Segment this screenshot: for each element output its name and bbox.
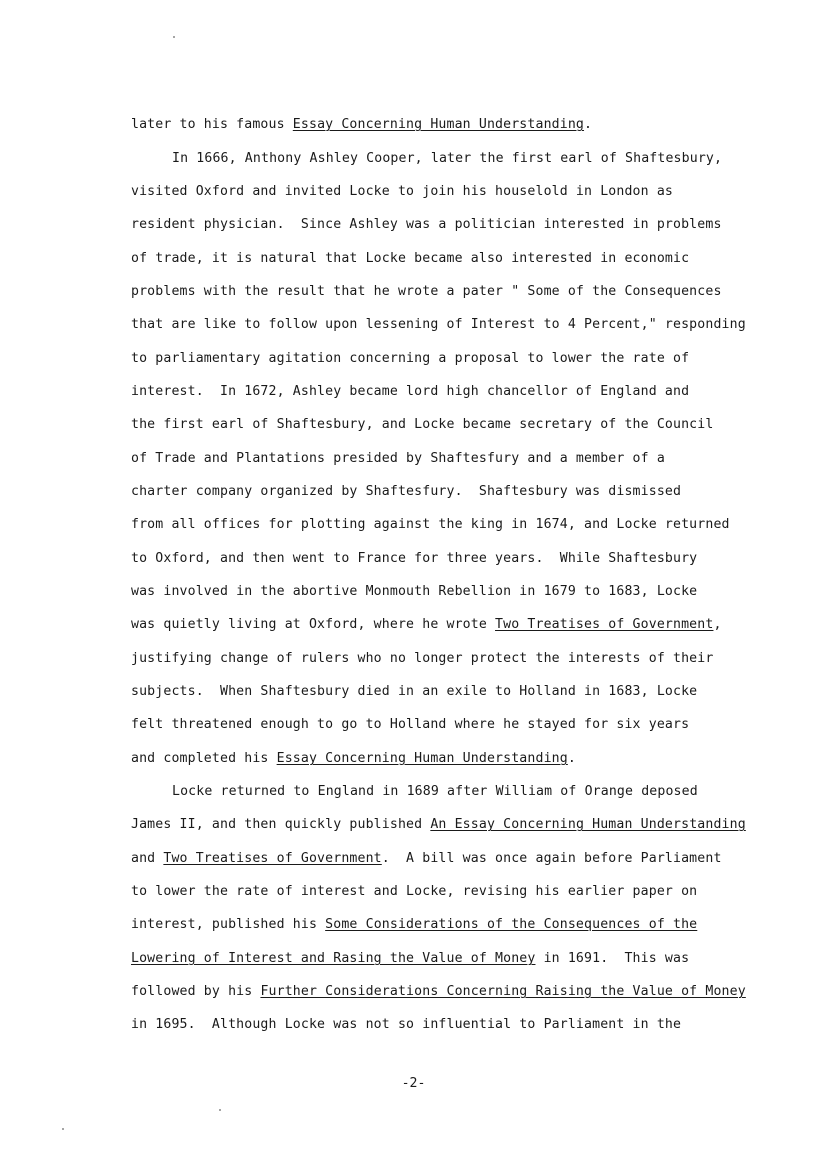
scan-speck: [62, 1128, 64, 1130]
text-line: [131, 116, 592, 134]
text-run: .: [584, 117, 593, 132]
text-run: was quietly living at Oxford, where he wrote: [131, 617, 496, 632]
text-line: [131, 583, 697, 601]
text-run: In 1666, Anthony Ashley Cooper, later the first earl of Shaftesbury,: [172, 151, 723, 166]
text-line: [131, 250, 689, 268]
text-run: to parliamentary agitation concerning a proposal to lower the rate of: [131, 351, 690, 366]
text-run: problems with the result that he wrote a pater " Some of the Consequences: [131, 284, 722, 299]
underlined-title: Essay Concerning Human Understanding: [292, 117, 585, 132]
text-line: [131, 216, 722, 234]
text-line: [172, 150, 722, 168]
underlined-title: Further Considerations Concerning Raising the Value of Money: [260, 984, 746, 999]
text-line: [131, 716, 689, 734]
scan-speck: [173, 36, 175, 38]
text-run: in 1695. Although Locke was not so influential to Parliament in the: [131, 1017, 682, 1032]
text-run: was involved in the abortive Monmouth Rebellion in 1679 to 1683, Locke: [131, 584, 698, 599]
text-run: from all offices for plotting against the king in 1674, and Locke returned: [131, 517, 730, 532]
text-run: the first earl of Shaftesbury, and Locke became secretary of the Council: [131, 417, 714, 432]
text-run: charter company organized by Shaftesfury. Shaftesbury was dismissed: [131, 484, 682, 499]
text-line: [131, 883, 697, 901]
text-line: [131, 483, 681, 501]
text-line: [131, 350, 689, 368]
underlined-title: An Essay Concerning Human Understanding: [430, 817, 746, 832]
text-run: of Trade and Plantations presided by Shaftesfury and a member of a: [131, 451, 665, 466]
text-run: James II, and then quickly published: [131, 817, 431, 832]
text-run: subjects. When Shaftesbury died in an exile to Holland in 1683, Locke: [131, 684, 698, 699]
underlined-title: Some Considerations of the Consequences of the: [325, 917, 698, 932]
text-line: [131, 916, 697, 934]
text-line: [131, 983, 746, 1001]
text-line: [131, 750, 576, 768]
text-line: [131, 416, 713, 434]
text-run: and completed his: [131, 751, 277, 766]
text-run: ,: [713, 617, 722, 632]
text-line: [131, 616, 722, 634]
text-line: [131, 550, 697, 568]
text-run: .: [567, 751, 576, 766]
text-run: in 1691. This was: [535, 951, 690, 966]
text-line: [131, 850, 722, 868]
text-run: later to his famous: [131, 117, 293, 132]
text-line: [131, 450, 665, 468]
text-run: to lower the rate of interest and Locke, revising his earlier paper on: [131, 884, 698, 899]
text-line: [131, 316, 746, 334]
text-run: resident physician. Since Ashley was a politician interested in problems: [131, 217, 722, 232]
underlined-title: Essay Concerning Human Understanding: [276, 751, 568, 766]
text-line: [172, 783, 698, 801]
text-line: [131, 516, 730, 534]
text-line: [131, 950, 689, 968]
text-run: Locke returned to England in 1689 after William of Orange deposed: [172, 784, 698, 799]
text-line: [131, 283, 722, 301]
scan-speck: [219, 1109, 221, 1111]
text-run: that are like to follow upon lessening of Interest to 4 Percent," responding: [131, 317, 746, 332]
text-run: to Oxford, and then went to France for three years. While Shaftesbury: [131, 551, 698, 566]
text-run: visited Oxford and invited Locke to join his houselold in London as: [131, 184, 673, 199]
text-run: felt threatened enough to go to Holland where he stayed for six years: [131, 717, 690, 732]
text-run: justifying change of rulers who no longer protect the interests of their: [131, 651, 714, 666]
text-line: [131, 1016, 681, 1034]
text-run: and: [131, 851, 164, 866]
text-run: interest, published his: [131, 917, 326, 932]
page-number: -2-: [401, 1076, 426, 1091]
text-run: . A bill was once again before Parliament: [381, 851, 722, 866]
text-line: [131, 183, 673, 201]
underlined-title: Two Treatises of Government: [163, 851, 382, 866]
text-run: interest. In 1672, Ashley became lord high chancellor of England and: [131, 384, 690, 399]
text-line: [131, 683, 697, 701]
text-run: followed by his: [131, 984, 261, 999]
text-line: [131, 383, 689, 401]
text-line: [131, 650, 713, 668]
text-run: of trade, it is natural that Locke became also interested in economic: [131, 251, 690, 266]
text-line: [131, 816, 746, 834]
underlined-title: Lowering of Interest and Rasing the Value of Money: [131, 951, 536, 966]
underlined-title: Two Treatises of Government: [495, 617, 714, 632]
